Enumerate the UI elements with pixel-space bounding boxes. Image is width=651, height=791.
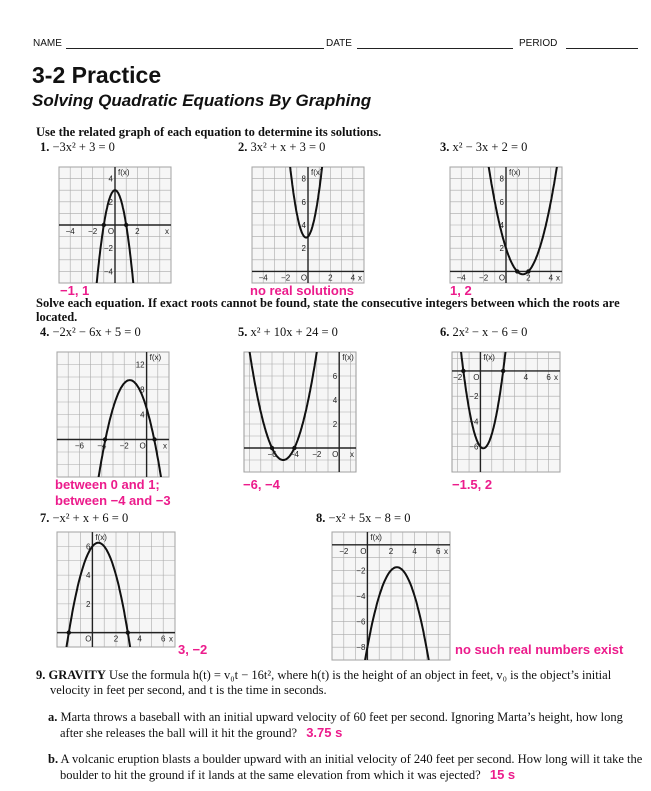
answer-4 <box>55 477 171 509</box>
problem-8 <box>316 511 410 526</box>
y-tick-label: −2 <box>469 392 479 402</box>
x-tick-label: 2 <box>328 273 333 283</box>
y-tick-label: 2 <box>301 244 306 254</box>
problem-3 <box>440 140 527 155</box>
x-axis-label: x <box>163 441 167 451</box>
x-tick-label: −4 <box>258 273 268 283</box>
problem-6 <box>440 325 527 340</box>
x-axis-label: x <box>169 634 173 644</box>
part-label: a. <box>48 710 58 724</box>
origin-label: O <box>85 634 92 644</box>
problem-2 <box>238 140 325 155</box>
y-axis-label: f(x) <box>95 533 107 542</box>
y-tick-label: 4 <box>499 221 504 230</box>
root-point <box>124 223 128 227</box>
answer-2: no real solutions <box>250 283 355 298</box>
graph-7 <box>55 530 177 653</box>
y-tick-label: −6 <box>356 617 366 627</box>
x-axis-label: x <box>358 273 362 283</box>
x-tick-label: −2 <box>88 227 98 236</box>
origin-label: O <box>360 546 367 556</box>
x-tick-label: 2 <box>135 227 140 236</box>
graph-svg <box>55 350 171 479</box>
problem-4 <box>40 325 141 340</box>
part-label: b. <box>48 752 59 766</box>
x-tick-label: −2 <box>119 441 129 451</box>
root-point <box>515 269 519 273</box>
x-tick-label: 6 <box>160 634 166 644</box>
y-tick-label: −6 <box>469 442 479 452</box>
x-tick-label: 4 <box>137 634 142 644</box>
graph-svg <box>450 350 562 474</box>
x-tick-label: 4 <box>350 273 356 283</box>
equation: −x² + 5x − 8 = 0 <box>328 511 411 525</box>
x-axis-label: x <box>444 546 448 556</box>
y-tick-label: 4 <box>85 571 91 581</box>
y-axis-label: f(x) <box>370 533 382 542</box>
y-tick-label: −4 <box>356 592 366 601</box>
section1-instruction: Use the related graph of each equation to determine its solutions. <box>36 125 382 139</box>
y-tick-label: 4 <box>108 174 113 184</box>
x-axis-label: x <box>556 273 560 283</box>
y-tick-label: 6 <box>332 372 338 381</box>
period-label: PERIOD <box>519 38 558 49</box>
x-tick-label: −4 <box>65 227 75 236</box>
graph-5 <box>242 350 358 478</box>
name-field[interactable] <box>66 48 324 49</box>
problem-9 <box>36 668 636 698</box>
problem-9a <box>48 710 640 741</box>
problem-number: 1. <box>40 140 50 154</box>
y-tick-label: −4 <box>103 267 113 277</box>
problem-9-text: Use the formula h(t) = v₀t − 16t², where h(t) is the height of an object in feet, v₀ is the object’s initial velocity in feet per second, and t is the time in seconds. <box>50 668 612 697</box>
y-axis-label: f(x) <box>311 168 323 177</box>
x-axis-label: x <box>165 227 169 236</box>
origin-label: O <box>139 441 146 451</box>
y-tick-label: −2 <box>103 244 113 254</box>
equation: −2x² − 6x + 5 = 0 <box>52 325 141 339</box>
y-tick-label: 8 <box>499 174 504 184</box>
y-tick-label: 4 <box>140 410 145 420</box>
page-title: 3-2 Practice <box>32 62 162 88</box>
answer-9b: 15 s <box>489 767 516 782</box>
name-label: NAME <box>33 38 62 49</box>
y-tick-label: −4 <box>469 417 479 427</box>
answer-7: 3, −2 <box>178 642 208 657</box>
x-tick-label: 2 <box>526 273 531 283</box>
graph-2 <box>250 165 366 289</box>
graph-svg <box>55 530 177 649</box>
x-tick-label: −2 <box>281 273 291 283</box>
x-tick-label: −2 <box>453 372 463 382</box>
answer-3: 1, 2 <box>450 283 472 298</box>
problem-number: 8. <box>316 511 326 525</box>
problem-7 <box>40 511 128 526</box>
graph-3 <box>448 165 564 289</box>
problem-number: 3. <box>440 140 450 154</box>
x-axis-label: x <box>350 450 354 459</box>
equation: 2x² − x − 6 = 0 <box>452 325 528 339</box>
date-field[interactable] <box>357 48 513 49</box>
problem-9a-text: Marta throws a baseball with an initial upward velocity of 60 feet per second. Ignoring Marta’s height, how long after she releases the ball will it hit the ground? <box>60 710 623 740</box>
x-tick-label: −2 <box>312 450 322 459</box>
y-tick-label: 6 <box>85 542 91 552</box>
graph-1 <box>57 165 173 289</box>
y-axis-label: f(x) <box>342 353 354 362</box>
equation: x² + 10x + 24 = 0 <box>250 325 338 339</box>
problem-9-label: GRAVITY <box>48 668 106 682</box>
origin-label: O <box>107 227 115 236</box>
y-tick-label: −2 <box>356 566 366 576</box>
x-tick-label: 6 <box>435 546 441 556</box>
y-tick-label: −8 <box>356 643 366 653</box>
y-axis-label: f(x) <box>509 168 521 177</box>
answer-8: no such real numbers exist <box>455 642 624 657</box>
y-axis-label: f(x) <box>149 353 162 362</box>
x-tick-label: −6 <box>267 450 277 459</box>
problem-number: 6. <box>440 325 450 339</box>
origin-label: O <box>332 450 339 459</box>
equation: −3x² + 3 = 0 <box>52 140 115 154</box>
root-point <box>126 630 130 634</box>
problem-number: 9. <box>36 668 46 682</box>
root-point <box>102 223 106 227</box>
equation: −x² + x + 6 = 0 <box>52 511 129 525</box>
section2-instruction: Solve each equation. If exact roots cannot be found, state the consecutive integers between which the roots are located. <box>36 296 620 324</box>
answer-5: −6, −4 <box>243 477 280 492</box>
root-point <box>152 437 156 441</box>
date-label: DATE <box>326 38 352 49</box>
origin-label: O <box>300 273 308 283</box>
problem-9b-text: A volcanic eruption blasts a boulder upward with an initial velocity of 240 feet per second. How long will it take the boulder to hit the ground if it lands at the same elevation from which it was ejected? <box>60 752 643 782</box>
origin-label: O <box>498 273 506 283</box>
answer-9a: 3.75 s <box>306 725 343 740</box>
problem-number: 2. <box>238 140 248 154</box>
y-tick-label: 4 <box>301 221 306 230</box>
answer-1: −1, 1 <box>60 283 90 298</box>
x-tick-label: 6 <box>546 372 551 382</box>
x-axis-label: x <box>554 372 558 382</box>
graph-background <box>452 352 560 472</box>
answer-4-line-2: between −4 and −3 <box>55 493 171 508</box>
y-tick-label: 2 <box>332 420 338 429</box>
x-tick-label: 4 <box>412 546 417 556</box>
x-tick-label: −4 <box>456 273 466 283</box>
equation: x² − 3x + 2 = 0 <box>452 140 528 154</box>
x-tick-label: 4 <box>523 372 529 382</box>
problem-1 <box>40 140 115 155</box>
graph-4 <box>55 350 171 483</box>
y-tick-label: 4 <box>332 396 338 405</box>
y-tick-label: 8 <box>301 174 306 184</box>
x-tick-label: −2 <box>479 273 489 283</box>
problem-5 <box>238 325 338 340</box>
problem-number: 5. <box>238 325 248 339</box>
problem-9b <box>48 752 651 783</box>
y-tick-label: 6 <box>499 197 504 207</box>
origin-label: O <box>473 372 480 382</box>
y-tick-label: 2 <box>108 197 113 207</box>
x-tick-label: −4 <box>97 441 107 451</box>
x-tick-label: −2 <box>339 546 349 556</box>
root-point <box>501 369 505 373</box>
graph-svg <box>250 165 366 285</box>
graph-svg <box>448 165 564 285</box>
y-tick-label: 6 <box>301 197 306 207</box>
problem-number: 7. <box>40 511 50 525</box>
x-tick-label: 4 <box>548 273 554 283</box>
period-field[interactable] <box>566 48 638 49</box>
page-subtitle: Solving Quadratic Equations By Graphing <box>32 91 372 110</box>
y-tick-label: 2 <box>499 244 504 254</box>
graph-6 <box>450 350 562 478</box>
graph-svg <box>57 165 173 285</box>
y-tick-label: 8 <box>140 385 145 395</box>
graph-svg <box>242 350 358 474</box>
answer-6: −1.5, 2 <box>452 477 493 492</box>
x-tick-label: 2 <box>113 634 119 644</box>
graph-8 <box>330 530 452 666</box>
graph-svg <box>330 530 452 662</box>
problem-number: 4. <box>40 325 50 339</box>
y-tick-label: 2 <box>85 599 91 609</box>
equation: 3x² + x + 3 = 0 <box>250 140 326 154</box>
x-tick-label: −6 <box>74 441 84 451</box>
x-tick-label: 2 <box>388 546 394 556</box>
x-tick-label: −4 <box>289 450 299 459</box>
y-axis-label: f(x) <box>118 168 130 177</box>
y-axis-label: f(x) <box>483 353 495 362</box>
root-point <box>67 630 71 634</box>
y-tick-label: 12 <box>135 360 145 370</box>
answer-4-line-1: between 0 and 1; <box>55 477 160 492</box>
